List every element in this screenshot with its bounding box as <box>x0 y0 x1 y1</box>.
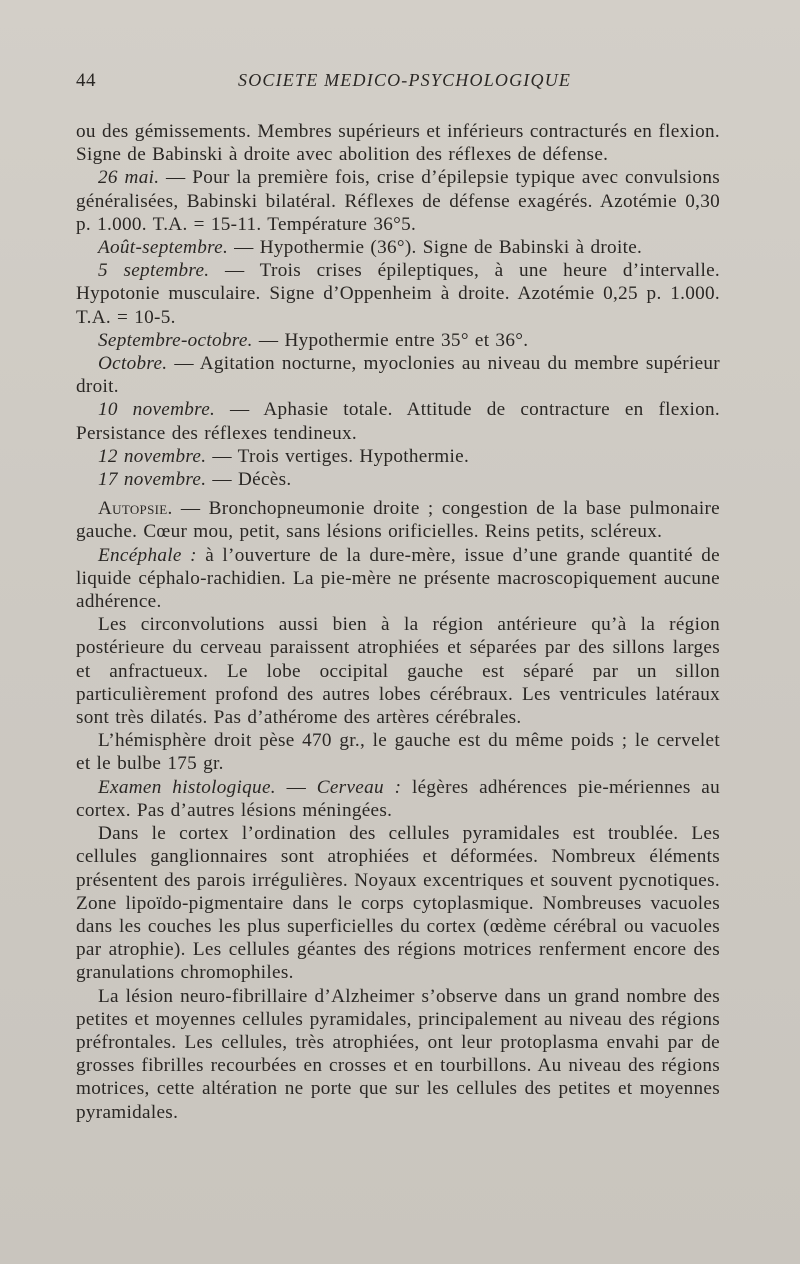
paragraph-text: — Décès. <box>206 469 292 491</box>
paragraph <box>76 544 720 614</box>
date-label: Septembre-octobre. <box>98 329 253 351</box>
paragraph <box>76 236 720 259</box>
date-label: Octobre. <box>98 353 168 375</box>
paragraph-text: — Trois crises épileptiques, à une heure d’intervalle. Hypotonie musculaire. Signe d’Oppenheim à droite. Azotémie 0,25 p. 1.000. T.A. = 10-5. <box>76 260 720 328</box>
paragraph <box>76 497 720 543</box>
paragraph-text: Dans le cortex l’ordination des cellules pyramidales est troublée. Les cellules ganglionnaires sont atrophiées et déformées. Nombreux éléments présentent des parois irrégulières. Noyaux excentriques et souvent pycnotiques. Zone lipoïdo-pigmentaire dans le corps cytoplasmique. Nombreuses vacuoles dans les couches les plus superficielles du cortex (œdème cérébral ou vacuoles par atrophie). Les cellules géantes des régions motrices renferment encore des granulations chromophiles. <box>76 823 720 984</box>
paragraph <box>76 468 720 491</box>
section-label: Examen histologique. <box>98 776 276 798</box>
paragraph-text: — Trois vertiges. Hypothermie. <box>206 445 470 467</box>
paragraph-text: légères adhérences pie-mériennes au cortex. Pas d’autres lésions méningées. <box>76 776 721 821</box>
paragraph-text: — Agitation nocturne, myoclonies au niveau du membre supérieur droit. <box>76 353 720 398</box>
dash-separator: — <box>275 776 317 798</box>
date-label: 10 novembre. <box>98 399 216 421</box>
paragraph-text: La lésion neuro-fibrillaire d’Alzheimer s’observe dans un grand nombre des petites et moyennes cellules pyramidales, principalement au niveau des régions préfrontales. Les cellules, très atrophiées, ont leur protoplasma envahi par de grosses fibrilles recourbées en crosses et en tourbillons. Au niveau des régions motrices, cette altération ne porte que sur les cellules des petites et moyennes pyramidales. <box>76 985 720 1123</box>
date-label: 12 novembre. <box>98 445 207 467</box>
paragraph-text: — Hypothermie (36°). Signe de Babinski à droite. <box>228 237 643 259</box>
date-label: 5 septembre. <box>98 260 210 282</box>
date-label: 17 novembre. <box>98 469 207 491</box>
paragraph <box>76 729 720 775</box>
paragraph-text: Les circonvolutions aussi bien à la région antérieure qu’à la région postérieure du cerveau paraissent atrophiées et séparées par des sillons larges et anfractueux. Le lobe occipital gauche est séparé par un sillon particulièrement profond des autres lobes cérébraux. Les ventricules latéraux sont très dilatés. Pas d’athérome des artères cérébrales. <box>76 614 720 729</box>
paragraph <box>76 445 720 468</box>
paragraph-text: ou des gémissements. Membres supérieurs et inférieurs contracturés en flexion. Signe de Babinski à droite avec abolition des réflexes de défense. <box>76 121 720 166</box>
subsection-label: Cerveau : <box>316 776 402 798</box>
section-label: Encéphale : <box>98 544 197 566</box>
paragraph-text: à l’ouverture de la dure-mère, issue d’une grande quantité de liquide céphalo-rachidien. La pie-mère ne présente macroscopiquement aucune adhérence. <box>76 544 720 613</box>
paragraph <box>76 120 720 166</box>
paragraph-text: — Pour la première fois, crise d’épilepsie typique avec convulsions généralisées, Babinski bilatéral. Réflexes de défense exagérés. Azotémie 0,30 p. 1.000. T.A. = 15-11. Température 36°5. <box>76 167 720 235</box>
paragraph-text: — Aphasie totale. Attitude de contracture en flexion. Persistance des réflexes tendineux. <box>76 399 720 444</box>
paragraph-text: L’hémisphère droit pèse 470 gr., le gauche est du même poids ; le cervelet et le bulbe 175 gr. <box>76 730 720 775</box>
page-number: 44 <box>76 70 96 91</box>
date-label: Août-septembre. <box>98 237 229 259</box>
date-label: 26 mai. <box>98 167 160 189</box>
paragraph <box>76 613 720 729</box>
paragraph <box>76 398 720 444</box>
paragraph <box>76 352 720 398</box>
running-head: SOCIETE MEDICO-PSYCHOLOGIQUE <box>238 70 572 90</box>
paragraph <box>76 166 720 236</box>
paragraph <box>76 259 720 329</box>
page-header <box>76 70 720 98</box>
section-label: Autopsie. <box>98 498 173 520</box>
paragraph <box>76 329 720 352</box>
paragraph-text: — Hypothermie entre 35° et 36°. <box>252 329 529 351</box>
paragraph <box>76 776 720 822</box>
body-text <box>76 120 720 1124</box>
paragraph-text: — Bronchopneumonie droite ; congestion de la base pulmonaire gauche. Cœur mou, petit, sans lésions orificielles. Reins petits, scléreux. <box>76 498 720 543</box>
paragraph <box>76 985 720 1124</box>
paragraph <box>76 822 720 984</box>
